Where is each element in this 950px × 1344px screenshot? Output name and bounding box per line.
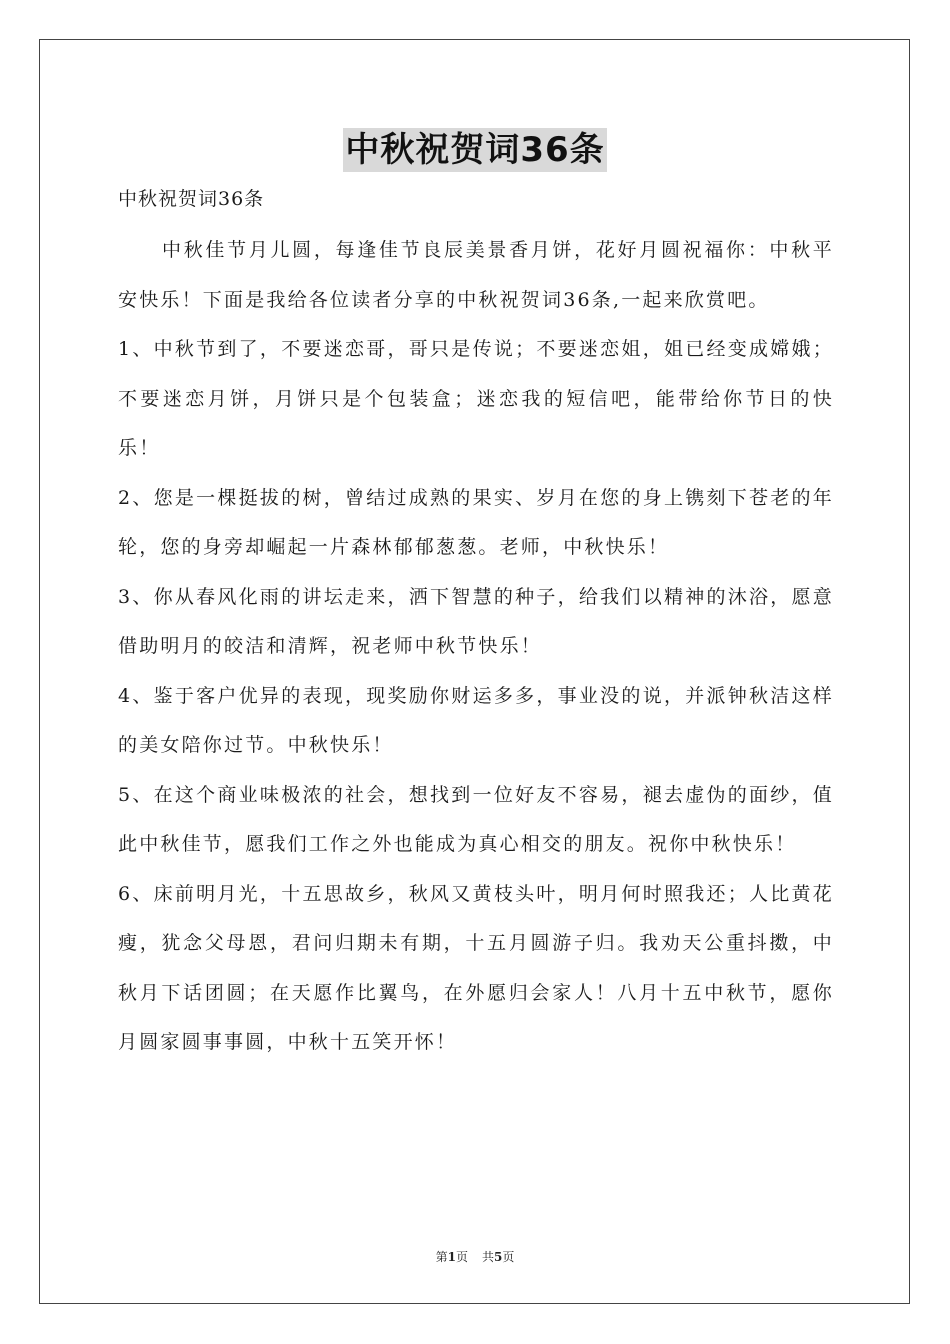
greeting-item-1: 1、中秋节到了，不要迷恋哥，哥只是传说；不要迷恋姐，姐已经变成嫦娥；不要迷恋月饼，月饼只是个包装盒；迷恋我的短信吧，能带给你节日的快乐！	[118, 338, 834, 459]
title-container	[0, 128, 950, 172]
document-body	[118, 226, 834, 1068]
total-suffix: 页	[502, 1250, 515, 1264]
document-subtitle: 中秋祝贺词36条	[118, 188, 265, 210]
page-total	[482, 1250, 514, 1264]
total-count: 5	[494, 1250, 503, 1264]
page-current: 1	[447, 1250, 456, 1264]
greeting-item-3: 3、你从春风化雨的讲坛走来，洒下智慧的种子，给我们以精神的沐浴，愿意借助明月的皎洁和清辉，祝老师中秋节快乐！	[118, 585, 834, 657]
page-number	[436, 1250, 468, 1264]
greeting-item-5: 5、在这个商业味极浓的社会，想找到一位好友不容易，褪去虚伪的面纱，值此中秋佳节，愿我们工作之外也能成为真心相交的朋友。祝你中秋快乐！	[118, 783, 834, 855]
greeting-item-4: 4、鉴于客户优异的表现，现奖励你财运多多，事业没的说，并派钟秋洁这样的美女陪你过节。中秋快乐！	[118, 684, 834, 756]
intro-paragraph: 中秋佳节月儿圆，每逢佳节良辰美景香月饼，花好月圆祝福你：中秋平安快乐！下面是我给各位读者分享的中秋祝贺词36条,一起来欣赏吧。	[118, 239, 834, 311]
page-footer	[0, 1248, 950, 1266]
total-prefix: 共	[482, 1250, 495, 1264]
greeting-item-6: 6、床前明月光，十五思故乡，秋风又黄枝头叶，明月何时照我还；人比黄花瘦，犹念父母恩，君问归期未有期，十五月圆游子归。我劝天公重抖擞，中秋月下话团圆；在天愿作比翼鸟，在外愿归会家人！八月十五中秋节，愿你月圆家圆事事圆，中秋十五笑开怀！	[118, 882, 834, 1053]
page-suffix: 页	[455, 1250, 468, 1264]
greeting-item-2: 2、您是一棵挺拔的树，曾结过成熟的果实、岁月在您的身上镌刻下苍老的年轮，您的身旁却崛起一片森林郁郁葱葱。老师，中秋快乐！	[118, 486, 834, 558]
document-title: 中秋祝贺词36条	[345, 130, 605, 170]
page-prefix: 第	[435, 1250, 448, 1264]
